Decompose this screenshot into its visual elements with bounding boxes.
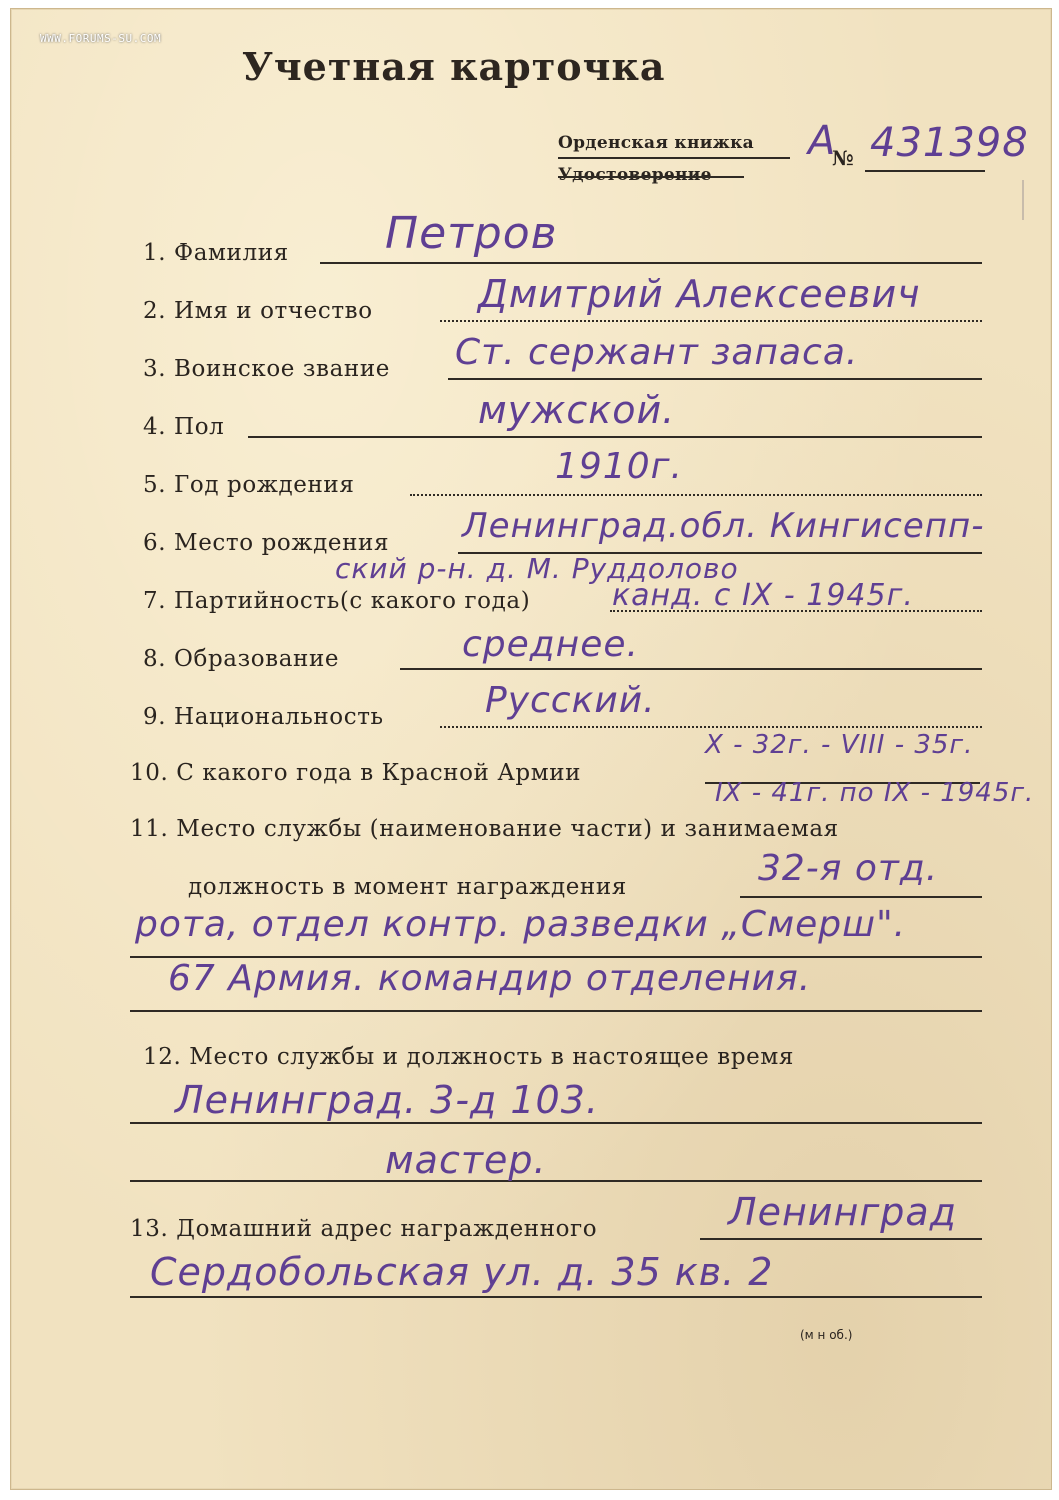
field-service-value: 32-я отд. [758,848,939,889]
certificate-label: Удостоверение [558,165,712,185]
field-birthplace-value: Ленинград.обл. Кингисепп- [462,506,985,546]
field-nationality-label: 9. Национальность [143,704,384,730]
field-name-line [440,320,982,322]
field-birth-year-value: 1910г. [555,446,683,487]
field-rank-line [448,378,982,380]
field-current-line [130,1122,982,1124]
field-sex-value: мужской. [478,388,676,432]
field-army-label: 10. С какого года в Красной Армии [130,760,582,786]
field-address-value-cont: Сердобольская ул. д. 35 кв. 2 [150,1250,774,1294]
field-current-line-2 [130,1180,982,1182]
field-education-line [400,668,982,670]
field-current-value: Ленинград. 3-д 103. [175,1078,599,1122]
field-name-value: Дмитрий Алексеевич [478,272,921,316]
card-title: Учетная карточка [242,44,666,89]
field-army-value: X - 32г. - VIII - 35г. [705,730,974,760]
field-sex-label: 4. Пол [143,414,225,440]
order-series: А [808,118,837,164]
field-rank-label: 3. Воинское звание [143,356,390,382]
order-book-label: Орденская книжка [558,133,754,153]
field-service-line [740,896,982,898]
field-education-label: 8. Образование [143,646,340,672]
number-sign: № [832,146,855,170]
field-sex-line [248,436,982,438]
field-name-label: 2. Имя и отчество [143,298,373,324]
field-service-line-3 [130,1010,982,1012]
number-underline [865,170,985,172]
order-number: 431398 [870,120,1029,166]
field-birthplace-value-cont: ский р-н. д. М. Руддолово [335,552,739,585]
field-surname-value: Петров [385,208,558,259]
field-nationality-line [440,726,982,728]
field-education-value: среднее. [462,624,639,665]
field-party-label: 7. Партийность(с какого года) [143,588,531,614]
field-birth-year-line [410,494,982,496]
field-rank-value: Ст. сержант запаса. [455,332,859,373]
field-address-value: Ленинград [728,1190,957,1234]
field-birthplace-label: 6. Место рождения [143,530,390,556]
footnote: (м н об.) [800,1328,853,1342]
field-service-label: 11. Место службы (наименование части) и занимаемая [130,816,839,842]
field-address-label: 13. Домашний адрес награжденного [130,1216,598,1242]
field-service-value-cont: рота, отдел контр. разведки „Смерш". [135,904,907,945]
field-service-value-cont2: 67 Армия. командир отделения. [168,958,812,999]
order-book-underline [558,157,790,159]
field-army-value-cont: IX - 41г. по IX - 1945г. [715,778,1035,808]
field-surname-label: 1. Фамилия [143,240,289,266]
field-current-label: 12. Место службы и должность в настоящее время [143,1044,794,1070]
field-party-value: канд. с IX - 1945г. [612,578,914,613]
field-service-label-cont: должность в момент награждения [188,874,627,900]
field-current-value-cont: мастер. [385,1138,547,1182]
field-birth-year-label: 5. Год рождения [143,472,355,498]
certificate-strike [558,176,744,178]
field-nationality-value: Русский. [485,680,656,721]
watermark: WWW.FORUMS-SU.COM [40,32,162,45]
field-address-line [700,1238,982,1240]
margin-mark [1022,180,1034,220]
field-surname-line [320,262,982,264]
field-address-line-2 [130,1296,982,1298]
